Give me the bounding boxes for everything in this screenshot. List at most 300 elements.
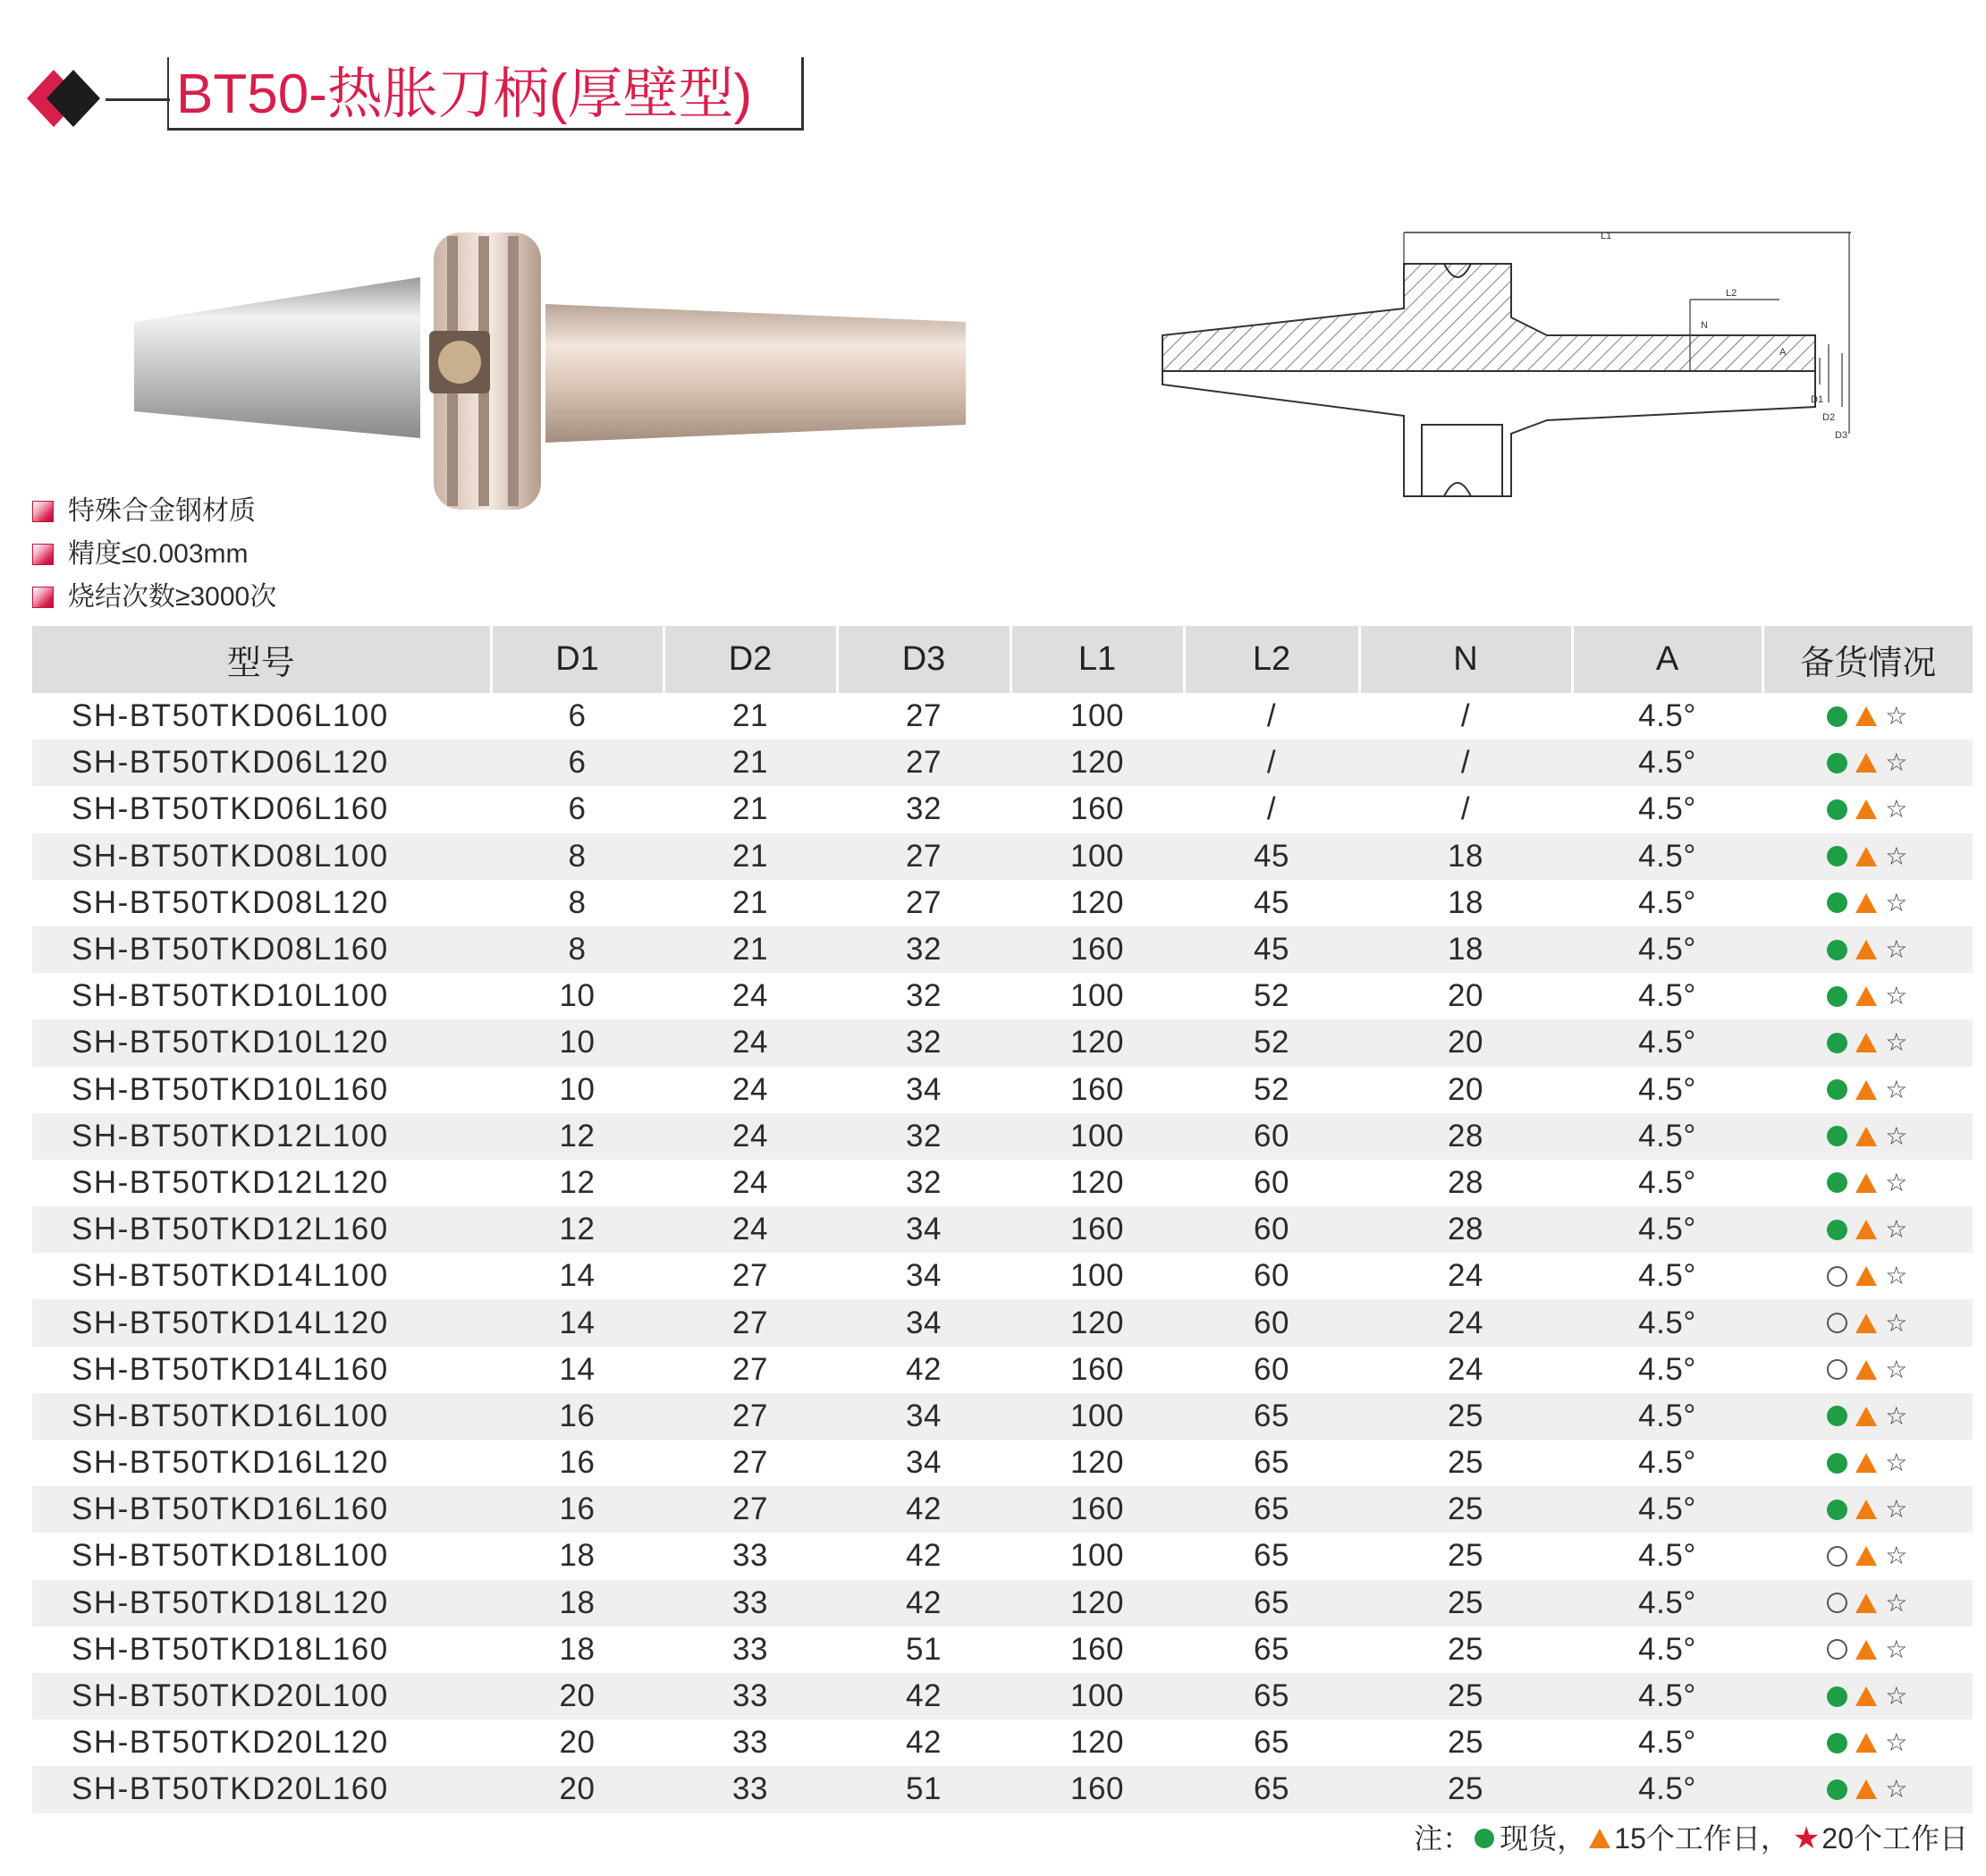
cell-d1: 6	[568, 698, 587, 734]
header-a: A	[1572, 626, 1762, 693]
cell-n: 18	[1448, 884, 1483, 920]
cell-n: 24	[1448, 1351, 1483, 1387]
cell-model: SH-BT50TKD18L160	[72, 1631, 389, 1667]
cell-stock	[1762, 1347, 1973, 1393]
cell-l2: 60	[1184, 1113, 1359, 1160]
cell-l2: 65	[1254, 1538, 1289, 1574]
cell-a: 4.5°	[1638, 1071, 1696, 1107]
star-outline-icon: ☆	[1885, 1167, 1908, 1197]
triangle-icon	[1855, 1314, 1877, 1333]
star-outline-icon: ☆	[1885, 1214, 1908, 1245]
triangle-icon	[1855, 1733, 1877, 1753]
cell-l1: 100	[1070, 698, 1124, 734]
drawing-label-l1: L1	[1601, 231, 1612, 241]
cell-stock	[1762, 880, 1973, 926]
table-row	[32, 1299, 1973, 1346]
cell-l2: /	[1266, 698, 1277, 734]
cell-d2: 27	[732, 1351, 768, 1387]
star-outline-icon: ☆	[1885, 1494, 1908, 1525]
cell-d3: 42	[906, 1725, 942, 1761]
cell-d2: 33	[663, 1580, 837, 1627]
cell-a: 4.5°	[1638, 1725, 1696, 1761]
table-row	[32, 1720, 1973, 1766]
star-outline-icon: ☆	[1885, 1074, 1908, 1104]
star-outline-icon: ☆	[1885, 1774, 1908, 1804]
table-row	[32, 1253, 1973, 1299]
cell-l2: /	[1266, 791, 1277, 827]
cell-d3: 34	[906, 1071, 942, 1107]
star-outline-icon: ☆	[1885, 1307, 1908, 1338]
cell-l1: 160	[1070, 1071, 1124, 1107]
green-dot-icon	[1475, 1829, 1494, 1848]
header-l2: L2	[1184, 626, 1359, 693]
cell-d1: 18	[559, 1631, 596, 1667]
cell-l2: 65	[1254, 1725, 1289, 1761]
cell-d3: 32	[837, 1019, 1010, 1066]
cell-stock	[1762, 1067, 1973, 1113]
table-row	[32, 739, 1973, 786]
table-row	[32, 973, 1973, 1019]
filled-circle-icon	[1827, 1500, 1847, 1520]
cell-model: SH-BT50TKD16L100	[32, 1393, 491, 1440]
cell-d3: 27	[837, 739, 1010, 786]
cell-n: 20	[1359, 1019, 1572, 1066]
cell-d2: 21	[663, 926, 837, 973]
cell-d2: 24	[732, 1164, 768, 1200]
cell-n: 25	[1448, 1445, 1483, 1481]
spec-table	[32, 626, 1973, 1813]
drawing-label-d3: D3	[1835, 430, 1848, 441]
cell-d1: 8	[568, 884, 587, 920]
cell-n: 24	[1448, 1258, 1483, 1294]
cell-stock	[1762, 786, 1973, 832]
cell-stock	[1762, 833, 1973, 880]
legend-20-days: 20个工作日	[1821, 1822, 1968, 1855]
triangle-icon	[1855, 1453, 1877, 1473]
cell-model: SH-BT50TKD06L100	[72, 698, 389, 734]
cell-d1: 14	[559, 1351, 596, 1387]
stock-legend	[1414, 1819, 1968, 1858]
cell-d1: 14	[559, 1258, 596, 1294]
cell-n: 28	[1359, 1113, 1572, 1160]
title-connector-line	[106, 98, 170, 101]
table-row	[32, 1019, 1973, 1066]
cell-n: 28	[1359, 1206, 1572, 1253]
star-outline-icon: ☆	[1885, 1261, 1908, 1291]
cell-l1: 100	[1010, 833, 1184, 880]
cell-l2: 65	[1184, 1393, 1359, 1440]
cell-l2: 45	[1184, 926, 1359, 973]
filled-circle-icon	[1827, 1406, 1847, 1426]
cell-d2: 24	[663, 1206, 837, 1253]
table-row	[32, 1440, 1973, 1486]
square-bullet-icon	[32, 544, 54, 565]
cell-stock	[1762, 1206, 1973, 1253]
cell-a: 4.5°	[1638, 1351, 1696, 1387]
technical-drawing	[1154, 228, 1851, 514]
triangle-icon	[1855, 1127, 1877, 1146]
cell-stock	[1762, 739, 1973, 786]
cell-l2: 65	[1184, 1580, 1359, 1627]
header-l1: L1	[1010, 626, 1184, 693]
cell-n: 25	[1448, 1538, 1483, 1574]
table-row	[32, 1533, 1973, 1579]
triangle-icon	[1855, 986, 1877, 1006]
cell-a: 4.5°	[1638, 791, 1696, 827]
cell-d3: 51	[837, 1766, 1010, 1813]
triangle-icon	[1855, 1220, 1877, 1239]
cell-d1: 12	[559, 1164, 596, 1200]
cell-l1: 100	[1010, 1393, 1184, 1440]
cell-l2: 65	[1254, 1631, 1289, 1667]
filled-circle-icon	[1827, 1733, 1847, 1753]
table-header-row	[32, 626, 1973, 693]
filled-circle-icon	[1827, 1033, 1847, 1053]
cell-stock	[1762, 1720, 1973, 1766]
red-star-icon: ★	[1792, 1821, 1821, 1856]
cell-d1: 20	[491, 1673, 663, 1720]
star-outline-icon: ☆	[1885, 1448, 1908, 1478]
cell-l1: 120	[1010, 1299, 1184, 1346]
cell-d1: 20	[559, 1725, 596, 1761]
triangle-icon	[1855, 1640, 1877, 1660]
legend-in-stock: 现货，	[1500, 1822, 1586, 1855]
star-outline-icon: ☆	[1885, 794, 1908, 824]
triangle-icon	[1855, 1593, 1877, 1613]
table-row	[32, 1160, 1973, 1206]
cell-l2: /	[1184, 739, 1359, 786]
cell-d2: 27	[663, 1299, 837, 1346]
cell-l1: 100	[1070, 1538, 1124, 1574]
feature-item	[32, 490, 276, 533]
triangle-icon	[1855, 1500, 1877, 1519]
cell-d1: 16	[559, 1445, 596, 1481]
cell-d3: 34	[837, 1206, 1010, 1253]
cell-model: SH-BT50TKD10L160	[72, 1071, 389, 1107]
cell-l1: 160	[1070, 1631, 1124, 1667]
triangle-icon	[1855, 893, 1877, 913]
triangle-icon	[1855, 1546, 1877, 1566]
cell-l2: 65	[1254, 1445, 1289, 1481]
cell-d3: 34	[837, 1299, 1010, 1346]
star-outline-icon: ☆	[1885, 1587, 1908, 1618]
star-outline-icon: ☆	[1885, 1728, 1908, 1758]
cell-stock	[1762, 1533, 1973, 1579]
cell-d3: 32	[906, 791, 942, 827]
feature-text: 精度≤0.003mm	[68, 539, 249, 569]
table-row	[32, 1393, 1973, 1440]
table-row	[32, 1673, 1973, 1720]
star-outline-icon: ☆	[1885, 841, 1908, 871]
cell-model: SH-BT50TKD10L120	[32, 1019, 491, 1066]
cell-d2: 27	[732, 1258, 768, 1294]
cell-d1: 6	[568, 791, 587, 827]
cell-l1: 160	[1010, 1766, 1184, 1813]
cell-model: SH-BT50TKD12L120	[72, 1164, 389, 1200]
cell-a: 4.5°	[1638, 698, 1696, 734]
star-outline-icon: ☆	[1885, 1354, 1908, 1384]
cell-l1: 120	[1010, 739, 1184, 786]
cell-d3: 32	[906, 1164, 942, 1200]
cell-stock	[1762, 1299, 1973, 1346]
cell-d1: 10	[491, 1019, 663, 1066]
cell-stock	[1762, 1160, 1973, 1206]
cell-d1: 16	[491, 1393, 663, 1440]
star-outline-icon: ☆	[1885, 1120, 1908, 1151]
cell-n: /	[1359, 739, 1572, 786]
triangle-icon	[1855, 799, 1877, 819]
filled-circle-icon	[1827, 1172, 1847, 1193]
cell-stock	[1762, 926, 1973, 973]
star-outline-icon: ☆	[1885, 748, 1908, 778]
drawing-label-l2: L2	[1726, 288, 1737, 299]
cell-d1: 12	[491, 1113, 663, 1160]
cell-n: 25	[1448, 1631, 1483, 1667]
table-row	[32, 833, 1973, 880]
cell-model: SH-BT50TKD08L100	[32, 833, 491, 880]
cell-d2: 33	[732, 1631, 768, 1667]
cell-a: 4.5°	[1572, 1673, 1762, 1720]
cell-n: 25	[1359, 1580, 1572, 1627]
cell-d3: 34	[906, 1258, 942, 1294]
cell-a: 4.5°	[1572, 1580, 1762, 1627]
triangle-icon	[1855, 1033, 1877, 1052]
cell-n: /	[1460, 698, 1471, 734]
cell-d2: 27	[732, 1445, 768, 1481]
cell-d2: 24	[732, 1071, 768, 1107]
cell-d3: 51	[906, 1631, 942, 1667]
cell-n: 25	[1359, 1486, 1572, 1533]
cell-stock	[1762, 1627, 1973, 1673]
header-model: 型号	[32, 626, 491, 693]
cell-d3: 42	[906, 1351, 942, 1387]
cell-l2: 45	[1184, 833, 1359, 880]
cell-a: 4.5°	[1638, 1258, 1696, 1294]
cell-a: 4.5°	[1572, 1299, 1762, 1346]
square-bullet-icon	[32, 501, 54, 522]
cell-d3: 32	[837, 926, 1010, 973]
cell-stock	[1762, 1253, 1973, 1299]
star-outline-icon: ☆	[1885, 1634, 1908, 1664]
feature-item	[32, 576, 276, 619]
table-row	[32, 880, 1973, 926]
cell-d3: 42	[837, 1486, 1010, 1533]
star-outline-icon: ☆	[1885, 701, 1908, 731]
star-outline-icon: ☆	[1885, 887, 1908, 917]
page-title: BT50-热胀刀柄(厚壁型)	[176, 63, 753, 125]
feature-item	[32, 533, 276, 576]
cell-l1: 160	[1070, 1351, 1124, 1387]
table-row	[32, 693, 1973, 739]
cell-d2: 33	[732, 1538, 768, 1574]
diamond-logo-icon	[27, 64, 112, 136]
cell-d2: 24	[732, 978, 768, 1014]
cell-a: 4.5°	[1572, 1113, 1762, 1160]
cell-a: 4.5°	[1638, 884, 1696, 920]
cell-stock	[1762, 1393, 1973, 1440]
tool-holder-photo	[125, 224, 975, 519]
cell-d1: 20	[491, 1766, 663, 1813]
cell-stock	[1762, 1580, 1973, 1627]
triangle-icon	[1855, 1779, 1877, 1799]
cell-d2: 24	[663, 1113, 837, 1160]
cell-model: SH-BT50TKD10L100	[72, 978, 389, 1014]
cell-d3: 27	[906, 884, 942, 920]
cell-l2: 60	[1254, 1258, 1289, 1294]
drawing-label-d2: D2	[1822, 412, 1836, 423]
triangle-icon	[1855, 1173, 1877, 1193]
header-d2: D2	[663, 626, 837, 693]
empty-circle-icon	[1827, 1546, 1847, 1567]
cell-n: 18	[1359, 833, 1572, 880]
star-outline-icon: ☆	[1885, 1541, 1908, 1571]
cell-a: 4.5°	[1638, 978, 1696, 1014]
triangle-icon	[1855, 1686, 1877, 1706]
cell-n: 25	[1359, 1673, 1572, 1720]
cell-model: SH-BT50TKD18L120	[32, 1580, 491, 1627]
empty-circle-icon	[1827, 1313, 1847, 1333]
cell-d2: 33	[663, 1673, 837, 1720]
cell-d2: 21	[732, 791, 768, 827]
cell-l2: 52	[1254, 978, 1289, 1014]
cell-d2: 33	[663, 1766, 837, 1813]
cell-l1: 120	[1010, 1019, 1184, 1066]
filled-circle-icon	[1827, 1079, 1847, 1100]
cell-a: 4.5°	[1572, 1766, 1762, 1813]
filled-circle-icon	[1827, 940, 1847, 960]
cell-d1: 16	[491, 1486, 663, 1533]
cell-d1: 18	[559, 1538, 596, 1574]
cell-l2: 52	[1254, 1071, 1289, 1107]
filled-circle-icon	[1827, 753, 1847, 773]
cell-a: 4.5°	[1638, 1164, 1696, 1200]
cell-n: 25	[1359, 1393, 1572, 1440]
cell-a: 4.5°	[1572, 926, 1762, 973]
cell-model: SH-BT50TKD20L160	[32, 1766, 491, 1813]
triangle-icon	[1855, 1080, 1877, 1100]
cell-l1: 100	[1010, 1673, 1184, 1720]
cell-d2: 33	[732, 1725, 768, 1761]
cell-d1: 8	[491, 833, 663, 880]
cell-d3: 27	[837, 833, 1010, 880]
cell-model: SH-BT50TKD08L120	[72, 884, 389, 920]
triangle-icon	[1855, 847, 1877, 866]
legend-prefix: 注：	[1414, 1822, 1472, 1855]
cell-stock	[1762, 1019, 1973, 1066]
cell-n: 25	[1359, 1766, 1572, 1813]
empty-circle-icon	[1827, 1639, 1847, 1660]
triangle-icon	[1855, 1407, 1877, 1426]
filled-circle-icon	[1827, 1220, 1847, 1240]
cell-model: SH-BT50TKD06L160	[72, 791, 389, 827]
cell-model: SH-BT50TKD14L120	[32, 1299, 491, 1346]
feature-text: 特殊合金钢材质	[68, 496, 256, 526]
cell-n: /	[1460, 791, 1471, 827]
cell-n: 24	[1359, 1299, 1572, 1346]
cell-d2: 21	[732, 884, 768, 920]
table-row	[32, 1113, 1973, 1160]
cell-d3: 42	[906, 1538, 942, 1574]
star-outline-icon: ☆	[1885, 1027, 1908, 1058]
cell-d1: 10	[559, 978, 596, 1014]
cell-l1: 160	[1010, 1206, 1184, 1253]
empty-circle-icon	[1827, 1593, 1847, 1613]
cell-l2: 45	[1254, 884, 1289, 920]
table-row	[32, 786, 1973, 832]
triangle-icon	[1855, 940, 1877, 959]
cell-n: 18	[1359, 926, 1572, 973]
cell-d3: 27	[906, 698, 942, 734]
cell-model: SH-BT50TKD16L120	[72, 1445, 389, 1481]
star-outline-icon: ☆	[1885, 1681, 1908, 1711]
filled-circle-icon	[1827, 986, 1847, 1007]
cell-a: 4.5°	[1572, 1393, 1762, 1440]
cell-d1: 12	[491, 1206, 663, 1253]
cell-a: 4.5°	[1572, 1206, 1762, 1253]
cell-model: SH-BT50TKD12L100	[32, 1113, 491, 1160]
cell-d1: 18	[491, 1580, 663, 1627]
cell-d3: 34	[906, 1445, 942, 1481]
header-n: N	[1359, 626, 1572, 693]
cell-a: 4.5°	[1638, 1631, 1696, 1667]
drawing-label-a: A	[1779, 347, 1787, 358]
drawing-label-n: N	[1701, 320, 1708, 331]
cell-stock	[1762, 1486, 1973, 1533]
cell-d2: 24	[663, 1019, 837, 1066]
header-d1: D1	[491, 626, 663, 693]
cell-d3: 34	[837, 1393, 1010, 1440]
square-bullet-icon	[32, 587, 54, 608]
feature-text: 烧结次数≥3000次	[68, 582, 277, 612]
cell-a: 4.5°	[1572, 1486, 1762, 1533]
filled-circle-icon	[1827, 1686, 1847, 1707]
cell-d1: 8	[491, 926, 663, 973]
header-stock: 备货情况	[1762, 626, 1973, 693]
table-row	[32, 1206, 1973, 1253]
cell-l1: 120	[1070, 1164, 1124, 1200]
cell-l1: 100	[1070, 978, 1124, 1014]
star-outline-icon: ☆	[1885, 981, 1908, 1011]
cell-model: SH-BT50TKD16L160	[32, 1486, 491, 1533]
cell-stock	[1762, 1113, 1973, 1160]
cell-a: 4.5°	[1572, 833, 1762, 880]
cell-l2: 65	[1184, 1766, 1359, 1813]
cell-a: 4.5°	[1572, 1019, 1762, 1066]
triangle-icon	[1855, 1266, 1877, 1286]
table-row	[32, 1766, 1973, 1813]
orange-triangle-icon	[1589, 1829, 1610, 1848]
cell-l1: 120	[1070, 884, 1124, 920]
cell-l2: 60	[1254, 1164, 1289, 1200]
cell-l1: 120	[1070, 1445, 1124, 1481]
cell-model: SH-BT50TKD08L160	[32, 926, 491, 973]
table-row	[32, 926, 1973, 973]
triangle-icon	[1855, 1360, 1877, 1380]
cell-l2: 60	[1254, 1351, 1289, 1387]
empty-circle-icon	[1827, 1359, 1847, 1380]
cell-d3: 32	[906, 978, 942, 1014]
filled-circle-icon	[1827, 706, 1847, 727]
triangle-icon	[1855, 706, 1877, 726]
triangle-icon	[1855, 753, 1877, 773]
cell-d2: 27	[663, 1486, 837, 1533]
cell-model: SH-BT50TKD12L160	[32, 1206, 491, 1253]
cell-l1: 160	[1010, 1486, 1184, 1533]
cell-d2: 21	[732, 698, 768, 734]
header-d3: D3	[837, 626, 1010, 693]
cell-model: SH-BT50TKD06L120	[32, 739, 491, 786]
cell-d3: 42	[837, 1673, 1010, 1720]
